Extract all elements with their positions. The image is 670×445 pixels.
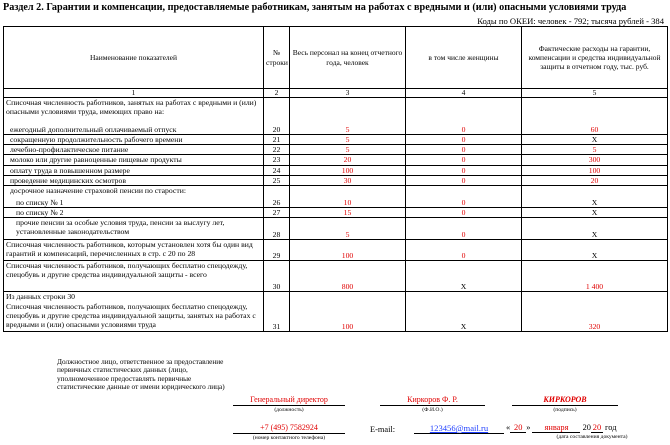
- value-expenses: 20: [522, 175, 668, 185]
- value-expenses: 5: [522, 145, 668, 155]
- sign-field: [512, 395, 618, 414]
- row-code: 27: [264, 208, 290, 218]
- row-code: 28: [264, 218, 290, 240]
- email-label: E-mail:: [370, 425, 396, 434]
- value-expenses: 320: [522, 302, 668, 332]
- okei-codes: Коды по ОКЕИ: человек - 792; тысяча рублей - 384: [477, 16, 664, 26]
- value-women: [406, 186, 522, 198]
- date-caption: (дата составления документа): [556, 434, 628, 440]
- value-expenses: X: [522, 208, 668, 218]
- date-day: 20: [510, 423, 526, 433]
- position-field: [233, 395, 345, 414]
- signature-block: [0, 350, 670, 445]
- date-year-suffix: 20: [592, 423, 602, 432]
- value-total: 100: [290, 240, 406, 261]
- value-women: 0: [406, 208, 522, 218]
- value-expenses: X: [522, 198, 668, 208]
- value-total: 5: [290, 135, 406, 145]
- position-caption: (должность): [274, 407, 304, 413]
- row-code: 20: [264, 125, 290, 135]
- sign-caption: (подпись): [553, 407, 577, 413]
- table-row: [4, 208, 668, 218]
- date-year-word: год: [605, 423, 617, 432]
- date-year-prefix: 20: [582, 423, 591, 432]
- header-total-staff: Весь персонал на конец отчетного года, человек: [290, 27, 406, 89]
- row-label: Списочная численность работников, получающих бесплатно спецодежду, спецобувь и другие средства индивидуальной защиты, занятых на работах с вредными и (или) опасными условиями труда: [4, 302, 264, 332]
- value-women: X: [406, 302, 522, 332]
- value-expenses: X: [522, 135, 668, 145]
- value-expenses: [522, 292, 668, 302]
- header-expenses: Фактические расходы на гарантии, компенсации и средства индивидуальной защиты в отчетном году, тыс. руб.: [522, 27, 668, 89]
- value-total: 100: [290, 165, 406, 175]
- row-label: Списочная численность работников, которым установлен хотя бы один вид гарантий и компенсаций, перечисленных в стр. с 20 по 28: [4, 240, 264, 261]
- table-row: [4, 218, 668, 240]
- row-label: лечебно-профилактическое питание: [4, 145, 264, 155]
- value-total: 5: [290, 145, 406, 155]
- row-label: сокращенную продолжительность рабочего времени: [4, 135, 264, 145]
- table-row: [4, 155, 668, 165]
- value-total: 5: [290, 218, 406, 240]
- position-value: Генеральный директор: [233, 395, 345, 406]
- row-label: ежегодный дополнительный оплачиваемый отпуск: [4, 125, 264, 135]
- row-code: 21: [264, 135, 290, 145]
- row-label: Списочная численность работников, получающих бесплатно спецодежду, спецобувь и другие средства индивидуальной защиты - всего: [4, 261, 264, 292]
- value-women: [406, 98, 522, 125]
- table-row: [4, 240, 668, 261]
- row-code: 24: [264, 165, 290, 175]
- table-row: [4, 98, 668, 125]
- table-row: [4, 198, 668, 208]
- value-expenses: X: [522, 240, 668, 261]
- value-expenses: [522, 98, 668, 125]
- table-row: [4, 165, 668, 175]
- row-label: по списку № 2: [4, 208, 264, 218]
- table-row: [4, 292, 668, 302]
- value-total: [290, 292, 406, 302]
- section-title: Раздел 2. Гарантии и компенсации, предоставляемые работникам, занятым на работах с вредными и (или) опасными условиями труда: [3, 2, 627, 13]
- value-total: [290, 186, 406, 198]
- table-row: [4, 135, 668, 145]
- fio-value: Киркоров Ф. Р.: [380, 395, 485, 406]
- col-number: 1: [4, 89, 264, 98]
- row-code: 25: [264, 175, 290, 185]
- value-total: 10: [290, 198, 406, 208]
- value-total: 20: [290, 155, 406, 165]
- value-women: 0: [406, 165, 522, 175]
- row-code: 30: [264, 261, 290, 292]
- email-link[interactable]: 123456@mail.ru: [414, 423, 504, 434]
- row-label: проведение медицинских осмотров: [4, 175, 264, 185]
- value-women: 0: [406, 125, 522, 135]
- row-code: [264, 98, 290, 125]
- col-number: 3: [290, 89, 406, 98]
- phone-field: [233, 423, 345, 442]
- table-row: [4, 145, 668, 155]
- header-name: Наименование показателей: [4, 27, 264, 89]
- col-number: 4: [406, 89, 522, 98]
- value-total: 5: [290, 125, 406, 135]
- phone-caption: (номер контактного телефона): [252, 435, 326, 441]
- table-row: [4, 125, 668, 135]
- col-number: 5: [522, 89, 668, 98]
- value-expenses: 100: [522, 165, 668, 175]
- date-month: января: [532, 423, 580, 433]
- value-expenses: [522, 186, 668, 198]
- table-row: [4, 261, 668, 292]
- value-expenses: X: [522, 218, 668, 240]
- value-expenses: 1 400: [522, 261, 668, 292]
- table-row: [4, 186, 668, 198]
- col-number: 2: [264, 89, 290, 98]
- row-code: 22: [264, 145, 290, 155]
- row-code: 29: [264, 240, 290, 261]
- sign-value: КИРКОРОВ: [512, 395, 618, 406]
- document-date: « 20 » января 20 20 год: [506, 423, 617, 432]
- value-women: [406, 292, 522, 302]
- row-label: оплату труда в повышенном размере: [4, 165, 264, 175]
- row-label: прочие пенсии за особые условия труда, пенсии за выслугу лет, установленные законодательством: [4, 218, 264, 240]
- row-label: Списочная численность работников, занятых на работах с вредными и (или) опасными условиями труда, имеющих право на:: [4, 98, 264, 125]
- value-total: 800: [290, 261, 406, 292]
- value-women: 0: [406, 198, 522, 208]
- value-total: 15: [290, 208, 406, 218]
- row-code: [264, 292, 290, 302]
- row-label: молоко или другие равноценные пищевые продукты: [4, 155, 264, 165]
- table-row: [4, 175, 668, 185]
- row-label: Из данных строки 30: [4, 292, 264, 302]
- value-expenses: 60: [522, 125, 668, 135]
- row-code: 26: [264, 198, 290, 208]
- fio-field: [380, 395, 485, 414]
- table-row: [4, 302, 668, 332]
- row-code: 31: [264, 302, 290, 332]
- phone-value: +7 (495) 7582924: [233, 423, 345, 434]
- value-women: 0: [406, 145, 522, 155]
- row-label: досрочное назначение страховой пенсии по старости:: [4, 186, 264, 198]
- value-women: 0: [406, 240, 522, 261]
- row-label: по списку № 1: [4, 198, 264, 208]
- header-row-no: № строки: [264, 27, 290, 89]
- guarantees-table: [3, 26, 668, 332]
- value-total: 30: [290, 175, 406, 185]
- fio-caption: (Ф.И.О.): [422, 407, 443, 413]
- value-expenses: 300: [522, 155, 668, 165]
- header-women: в том числе женщины: [406, 27, 522, 89]
- official-text: Должностное лицо, ответственное за предоставление первичных статистических данных (лицо, уполномоченное предоставлять первичные статистические данные от имени юридического лица): [57, 357, 225, 392]
- value-women: X: [406, 261, 522, 292]
- value-women: 0: [406, 155, 522, 165]
- value-total: 100: [290, 302, 406, 332]
- row-code: 23: [264, 155, 290, 165]
- value-women: 0: [406, 218, 522, 240]
- value-total: [290, 98, 406, 125]
- row-code: [264, 186, 290, 198]
- value-women: 0: [406, 135, 522, 145]
- value-women: 0: [406, 175, 522, 185]
